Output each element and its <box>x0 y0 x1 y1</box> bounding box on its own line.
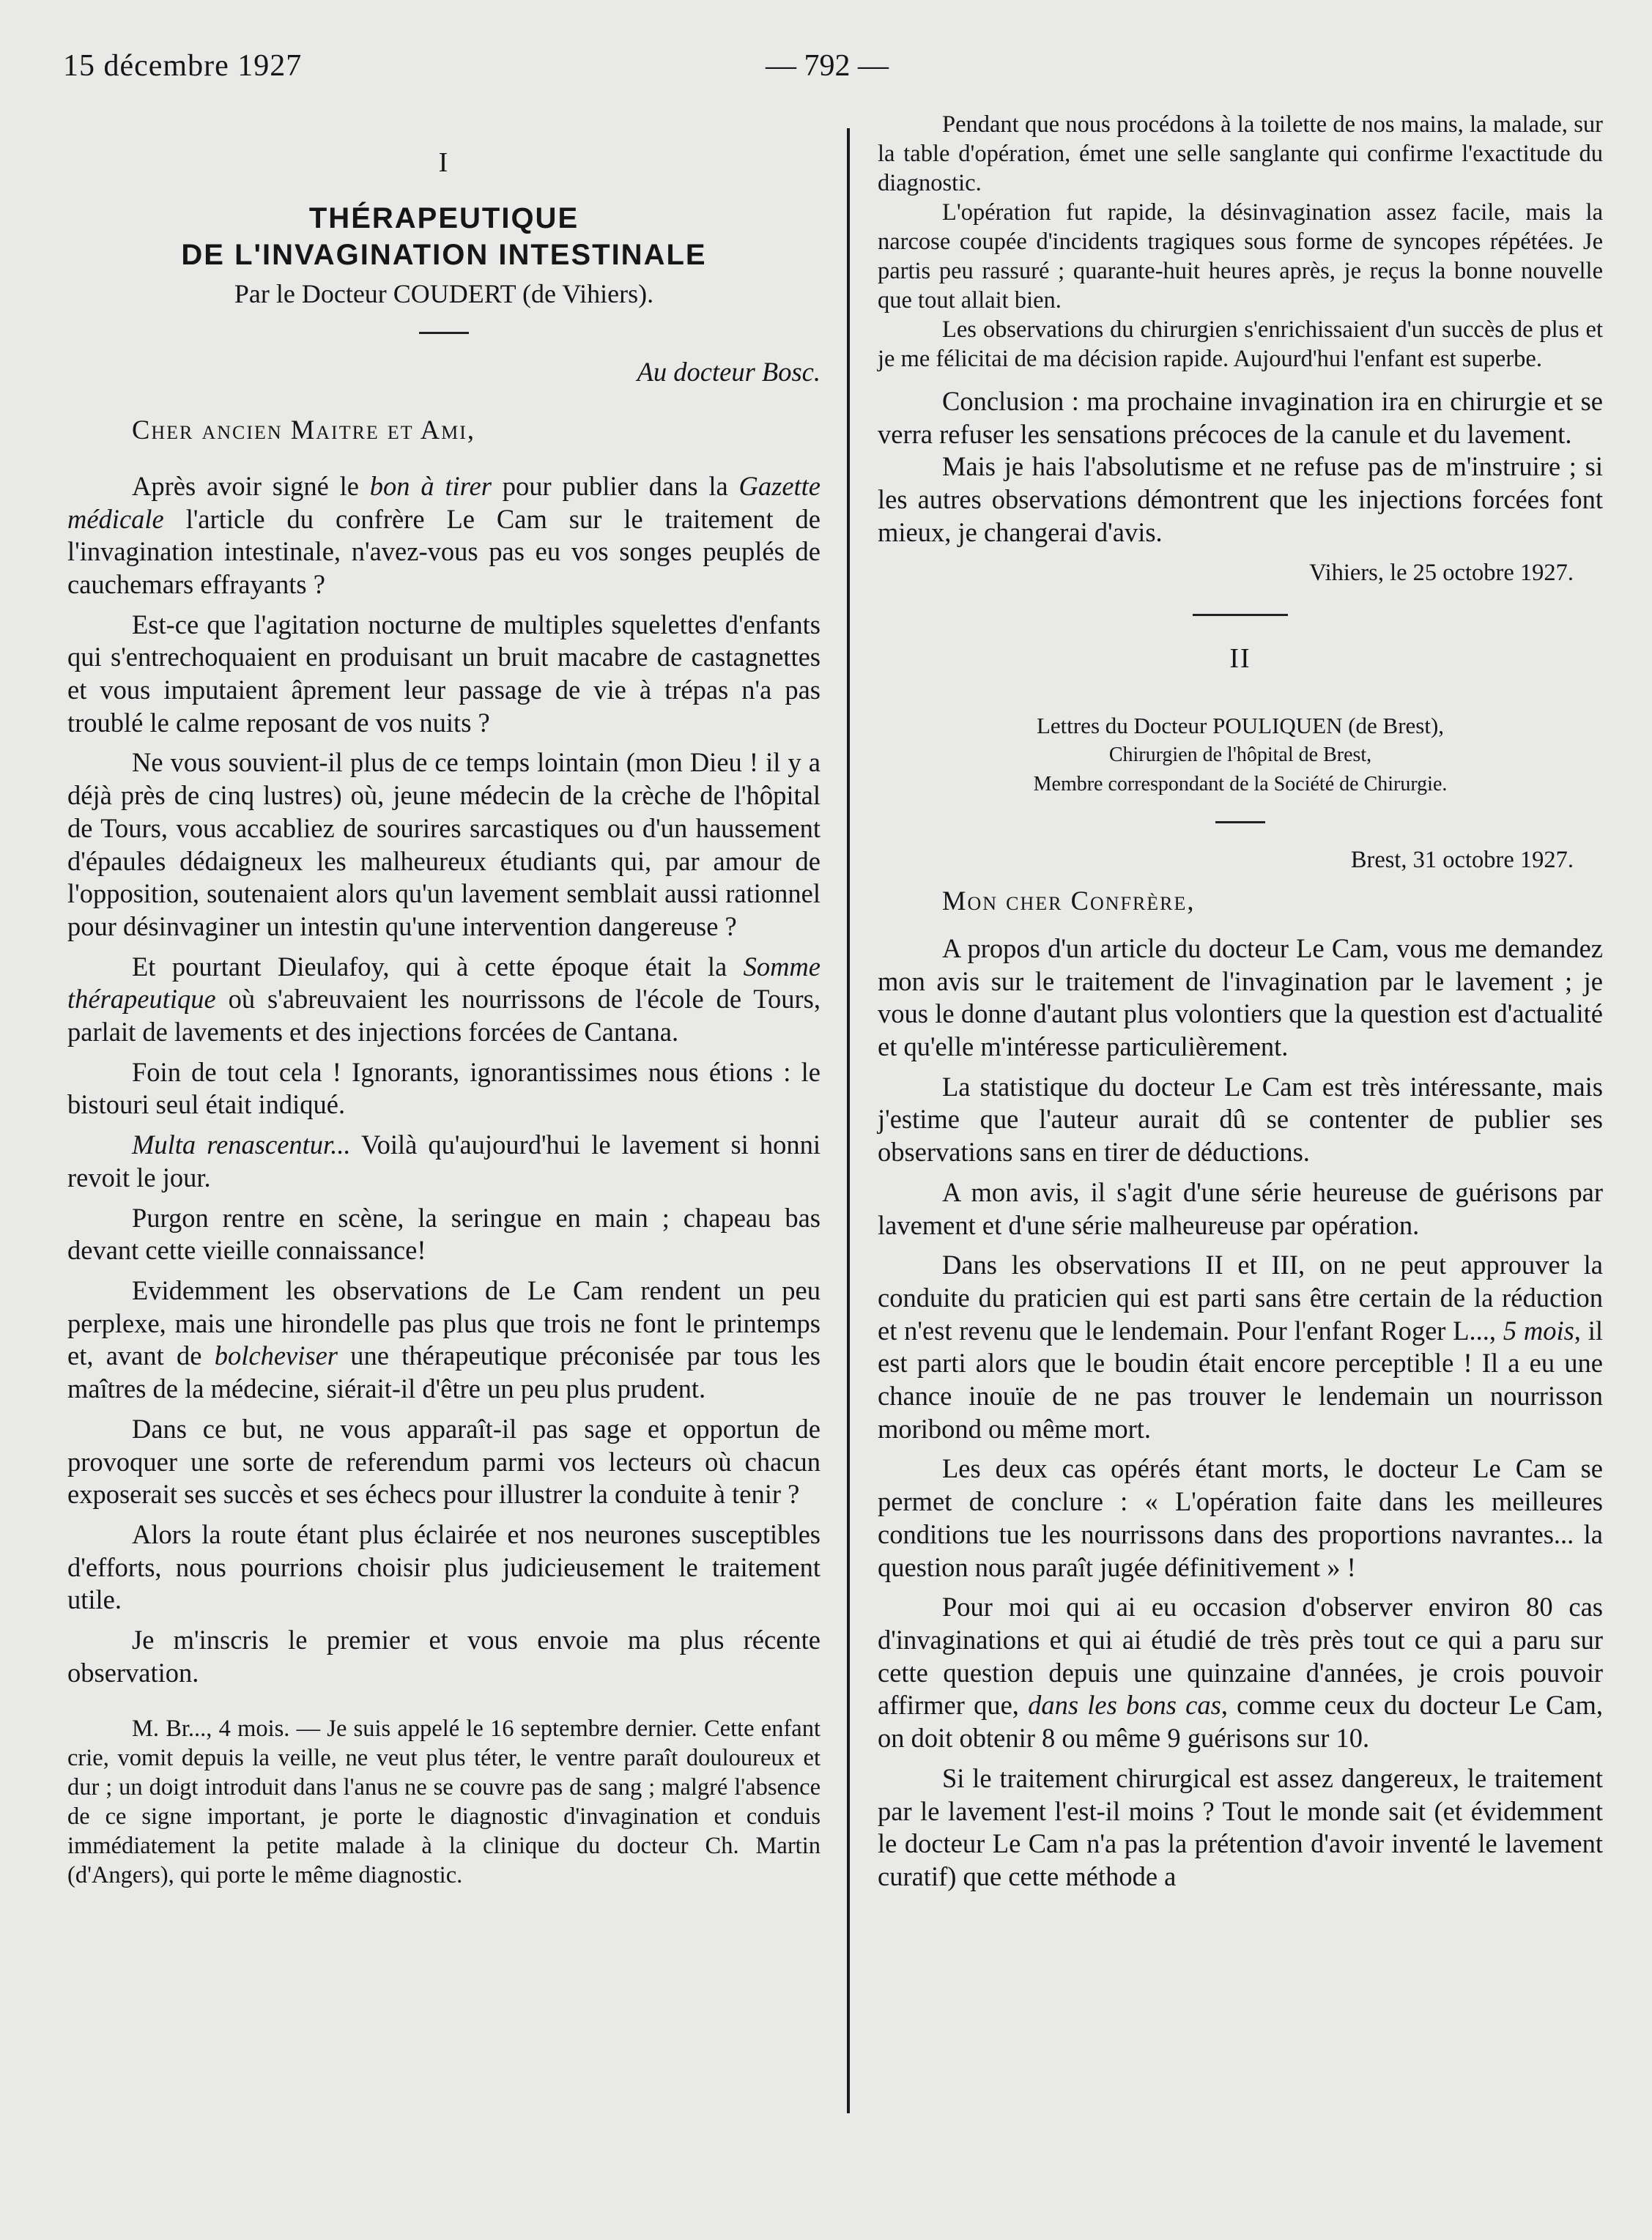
section-number-1: I <box>438 147 450 178</box>
right-column <box>878 110 1603 1894</box>
conclusion-paragraph: Conclusion : ma prochaine invagination ira en chirurgie et se verra refuser les sensations précoces de la canule et du lavement. <box>878 386 1603 449</box>
observation-text: M. Br..., 4 mois. — Je suis appelé le 16 septembre dernier. Cette enfant crie, vomit depuis la veille, ne veut plus téter, le ventre paraît douloureux et dur ; un doigt introduit dans l'anus ne se couvre pas de sang ; malgré l'absence de ce signe important, je porte le diagnostic d'invagination et conduis immédiatement la petite malade à la clinique du docteur Ch. Martin (d'Angers), qui porte le même diagnostic. <box>67 1716 821 1889</box>
observation-continued: Pendant que nous procédons à la toilette de nos mains, la malade, sur la table d'opération, émet une selle sanglante qui confirme l'exactitude du diagnostic. <box>878 111 1603 196</box>
left-column <box>67 147 821 1890</box>
paragraph: Après avoir signé le bon à tirer pour publier dans la Gazette médicale l'article du confrère Le Cam sur le traitement de l'invagination intestinale, n'avez-vous pas eu vos songes peuplés de cauchemars effrayants ? <box>67 470 821 599</box>
paragraph: Dans les observations II et III, on ne peut approuver la conduite du praticien qui est parti sans être certain de la réduction et n'est revenu que le lendemain. Pour l'enfant Roger L..., 5 mois, il est parti alors que le boudin était encore perceptible ! Il a eu une chance inouïe de ne pas trouver le lendemain un nourrisson moribond ou même mort. <box>878 1250 1603 1444</box>
salutation-right: Mon cher Confrère, <box>942 886 1196 916</box>
paragraph: Dans ce but, ne vous apparaît-il pas sage et opportun de provoquer une sorte de referendum parmi vos lecteurs où chacun exposerait ses succès et ses échecs pour illustrer la conduite à tenir ? <box>67 1413 821 1510</box>
paragraph: A propos d'un article du docteur Le Cam, vous me demandez mon avis sur le traitement de l'invagination par le lavement ; je vous le donne d'autant plus volontiers que la question est d'actualité et qu'elle m'intéresse particulièrement. <box>878 932 1603 1062</box>
letter-dateline: Brest, 31 octobre 1927. <box>1350 847 1574 874</box>
letters-heading: Lettres du Docteur POULIQUEN (de Brest), <box>1036 713 1445 739</box>
paragraph: Je m'inscris le premier et vous envoie ma plus récente observation. <box>67 1625 821 1688</box>
author-affiliation: Chirurgien de l'hôpital de Brest, <box>1108 743 1372 767</box>
paragraph: La statistique du docteur Le Cam est très intéressante, mais j'estime que l'auteur aurait dû se contenter de publier ses observations sans en tirer de déductions. <box>878 1071 1603 1168</box>
salutation-left: Cher ancien Maitre et Ami, <box>132 415 476 445</box>
article-byline: Par le Docteur COUDERT (de Vihiers). <box>234 278 654 308</box>
signature-place-date: Vihiers, le 25 octobre 1927. <box>1309 559 1574 586</box>
paragraph: Multa renascentur... Voilà qu'aujourd'hui le lavement si honni revoit le jour. <box>67 1130 821 1193</box>
paragraph: Mais je hais l'absolutisme et ne refuse pas de m'instruire ; si les autres observations démontrent que les injections forcées font mieux, je changerai d'avis. <box>878 451 1603 547</box>
paragraph: Purgon rentre en scène, la seringue en main ; chapeau bas devant cette vieille connaissance! <box>67 1202 821 1266</box>
paragraph: A mon avis, il s'agit d'une série heureuse de guérisons par lavement et d'une série malheureuse par opération. <box>878 1176 1603 1240</box>
heading-rule <box>1215 821 1265 823</box>
observation-continued: Les observations du chirurgien s'enrichissaient d'un succès de plus et je me félicitai de ma décision rapide. Aujourd'hui l'enfant est superbe. <box>878 316 1603 372</box>
paragraph: Evidemment les observations de Le Cam rendent un peu perplexe, mais une hirondelle pas plus que trois ne font le printemps et, avant de bolcheviser une thérapeutique préconisée par tous les maîtres de la médecine, siérait-il d'être un peu plus prudent. <box>67 1275 821 1404</box>
column-divider <box>847 128 850 2113</box>
paragraph: Si le traitement chirurgical est assez dangereux, le traitement par le lavement l'est-il moins ? Tout le monde sait (et évidemment le docteur Le Cam n'a pas la prétention d'avoir inventé le lavement curatif) que cette méthode a <box>878 1762 1603 1891</box>
observation-continued: L'opération fut rapide, la désinvagination assez facile, mais la narcose coupée d'incidents tragiques sous forme de syncopes répétées. Je partis peu rassuré ; quarante-huit heures après, je reçus la bonne nouvelle que tout allait bien. <box>878 199 1603 314</box>
paragraph: Et pourtant Dieulafoy, qui à cette époque était la Somme thérapeutique où s'abreuvaient les nourrissons de l'école de Tours, parlait de lavements et des injections forcées de Cantana. <box>67 951 821 1047</box>
issue-date: 15 décembre 1927 <box>63 49 303 83</box>
author-affiliation: Membre correspondant de la Société de Chirurgie. <box>1033 773 1448 796</box>
title-rule <box>419 332 469 334</box>
paragraph: Ne vous souvient-il plus de ce temps lointain (mon Dieu ! il y a déjà près de cinq lustres) où, jeune médecin de la crèche de l'hôpital de Tours, vous accabliez de sourires sarcastiques ou d'un haussement d'épaules dédaigneux les malheureux étudiants qui, par amour de l'opposition, soutenaient alors qu'un lavement semblait aussi rationnel pour désinvaginer un intestin qu'une intervention dangereuse ? <box>67 747 821 941</box>
paragraph: Alors la route étant plus éclairée et nos neurones susceptibles d'efforts, nous pourrions choisir plus judicieusement le traitement utile. <box>67 1518 821 1615</box>
section-rule <box>1193 614 1288 616</box>
article-title-line-1: THÉRAPEUTIQUE <box>308 201 579 234</box>
paragraph: Foin de tout cela ! Ignorants, ignorantissimes nous étions : le bistouri seul était indiqué. <box>67 1056 821 1120</box>
article-title-line-2: DE L'INVAGINATION INTESTINALE <box>181 238 707 271</box>
paragraph: Est-ce que l'agitation nocturne de multiples squelettes d'enfants qui s'entrechoquaient en produisant un bruit macabre de castagnettes et vous imputaient âprement leur passage de vie à trépas n'a pas troublé le calme reposant de vos nuits ? <box>67 609 821 738</box>
page-number: — 792 — <box>766 49 889 83</box>
paragraph: Les deux cas opérés étant morts, le docteur Le Cam se permet de conclure : « L'opération faite dans les meilleures conditions tue les nourrissons dans des proportions navrantes... la question nous paraît jugée définitivement » ! <box>878 1453 1603 1582</box>
dedication: Au docteur Bosc. <box>637 357 821 387</box>
paragraph: Pour moi qui ai eu occasion d'observer environ 80 cas d'invaginations et qui ai étudié de très près tout ce qui a paru sur cette question depuis une quinzaine d'années, je crois pouvoir affirmer que, dans les bons cas, comme ceux du docteur Le Cam, on doit obtenir 8 ou même 9 guérisons sur 10. <box>878 1592 1604 1754</box>
section-number-2: II <box>1229 642 1251 674</box>
